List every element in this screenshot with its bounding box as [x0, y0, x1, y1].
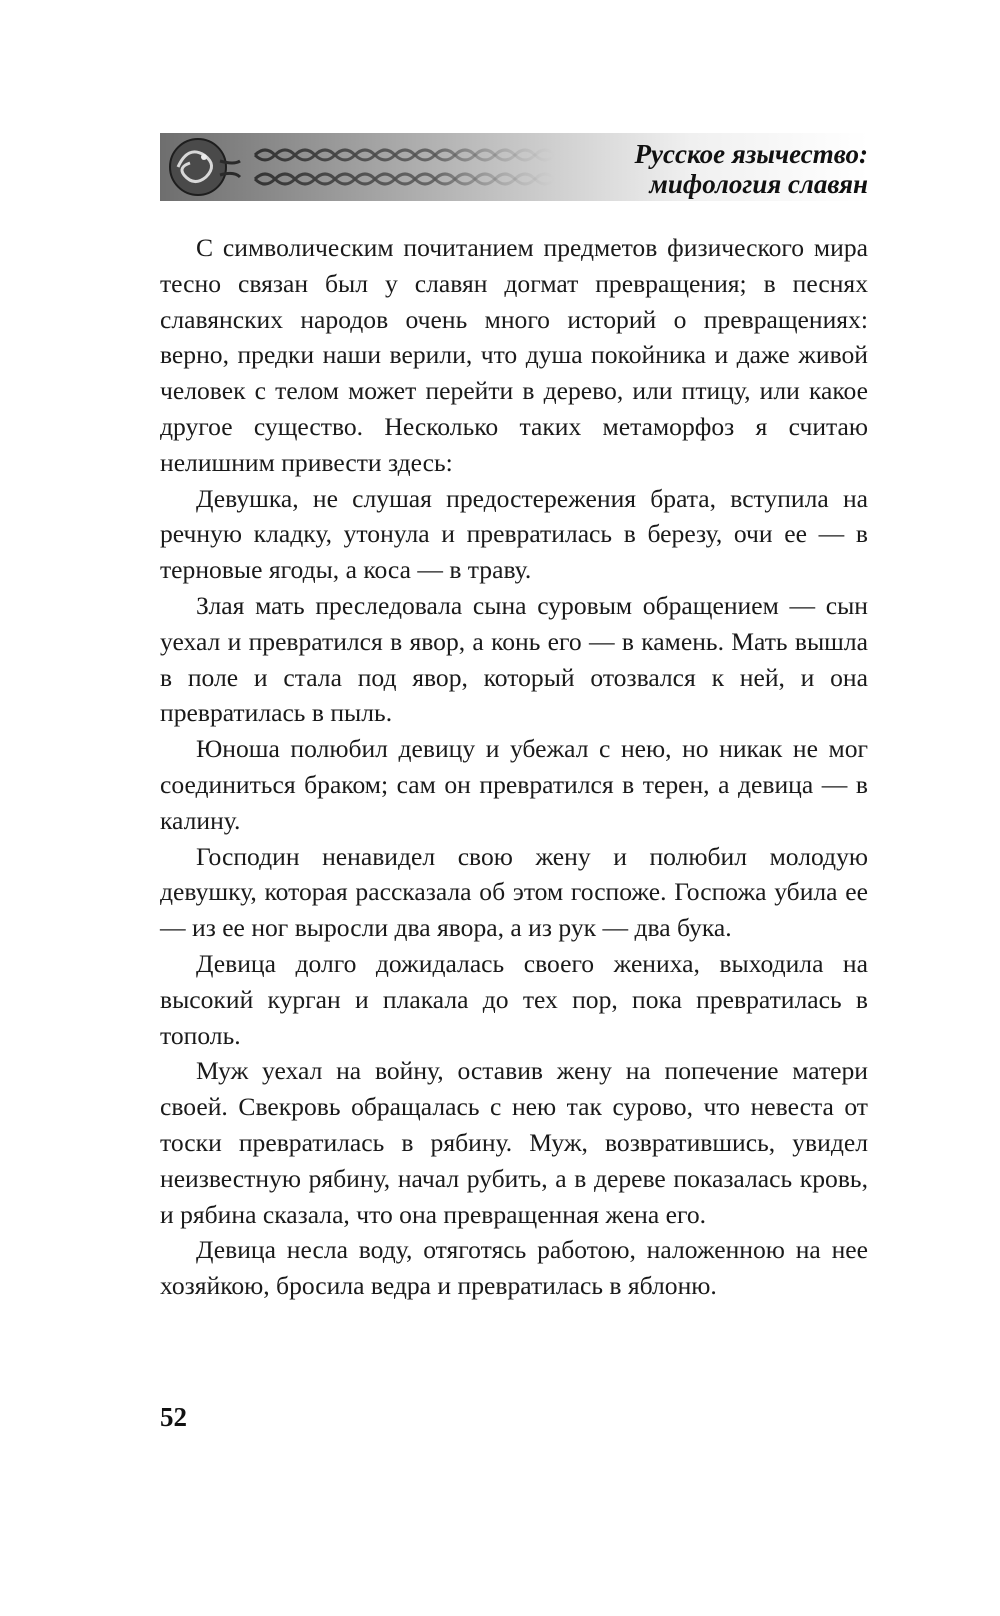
running-header — [160, 133, 868, 201]
paragraph: Девица долго дожидалась своего жениха, выходила на высокий курган и плакала до тех пор, пока превратилась в тополь. — [160, 948, 868, 1050]
book-title-line-1: Русское язычество: — [634, 139, 868, 169]
book-title-line-2: мифология славян — [649, 169, 868, 199]
paragraph: Злая мать преследовала сына суровым обращением — сын уехал и превратился в явор, а конь его — в камень. Мать вышла в поле и стала под явор, который отозвался к ней, и она превратилась в пыль. — [160, 590, 868, 728]
paragraph: Девушка, не слушая предостережения брата, вступила на речную кладку, утонула и превратилась в березу, очи ее — в терновые ягоды, а коса — в траву. — [160, 483, 868, 585]
paragraph: С символическим почитанием предметов физического мира тесно связан был у славян догмат превращения; в песнях славянских народов очень много историй о превращениях: верно, предки наши верили, что душа покойника и даже живой человек с телом может перейти в дерево, или птицу, или какое другое существо. Несколько таких метаморфоз я считаю нелишним привести здесь: — [160, 233, 868, 477]
body-text — [160, 230, 868, 1304]
page-number: 52 — [160, 1402, 187, 1432]
paragraph: Девица несла воду, отяготясь работою, наложенною на нее хозяйкою, бросила ведра и превратилась в яблоню. — [160, 1235, 868, 1301]
paragraph: Господин ненавидел свою жену и полюбил молодую девушку, которая рассказала об этом госпоже. Госпожа убила ее — из ее ног выросли два явора, а из рук — два бука. — [160, 841, 868, 943]
paragraph: Юноша полюбил девицу и убежал с нею, но никак не мог соединиться браком; сам он превратился в терен, а девица — в калину. — [160, 734, 868, 835]
book-title — [635, 139, 869, 199]
paragraph: Муж уехал на войну, оставив жену на попечение матери своей. Свекровь обращалась с нею так сурово, что невеста от тоски превратилась в рябину. Муж, возвратившись, увидел неизвестную рябину, начал рубить, а в дереве показалась кровь, и рябина сказала, что она превращенная жена его. — [160, 1056, 868, 1229]
